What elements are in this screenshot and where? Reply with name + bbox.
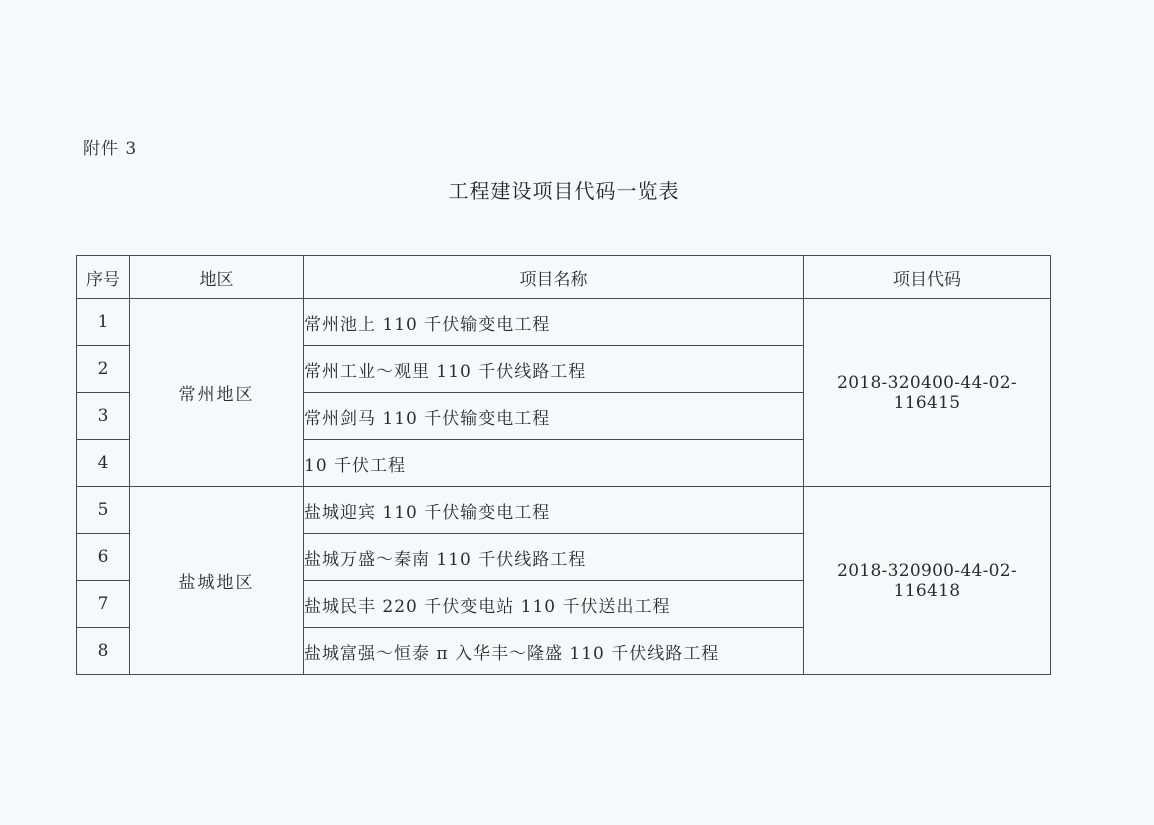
row-seq: 1 [77,299,130,346]
row-project-name: 盐城万盛～秦南 110 千伏线路工程 [304,534,804,581]
row-project-name: 盐城富强～恒泰 π 入华丰～隆盛 110 千伏线路工程 [304,628,804,675]
header-name: 项目名称 [304,256,804,299]
row-seq: 3 [77,393,130,440]
header-code: 项目代码 [804,256,1051,299]
table-row [77,487,1051,534]
document-title: 工程建设项目代码一览表 [448,179,680,203]
row-project-name: 10 千伏工程 [304,440,804,487]
row-project-name: 盐城民丰 220 千伏变电站 110 千伏送出工程 [304,581,804,628]
header-region: 地区 [130,256,304,299]
project-code-cell: 2018-320900-44-02-116418 [804,487,1051,675]
row-project-name: 盐城迎宾 110 千伏输变电工程 [304,487,804,534]
region-cell: 盐城地区 [130,487,304,675]
project-code-cell: 2018-320400-44-02-116415 [804,299,1051,487]
attachment-label: 附件 3 [83,139,138,159]
row-project-name: 常州工业～观里 110 千伏线路工程 [304,346,804,393]
row-seq: 7 [77,581,130,628]
region-cell: 常州地区 [130,299,304,487]
row-seq: 4 [77,440,130,487]
project-code-table [76,255,1051,675]
table-header-row [77,256,1051,299]
row-seq: 6 [77,534,130,581]
row-seq: 2 [77,346,130,393]
table-row [77,299,1051,346]
row-project-name: 常州剑马 110 千伏输变电工程 [304,393,804,440]
header-seq: 序号 [77,256,130,299]
row-project-name: 常州池上 110 千伏输变电工程 [304,299,804,346]
row-seq: 8 [77,628,130,675]
row-seq: 5 [77,487,130,534]
